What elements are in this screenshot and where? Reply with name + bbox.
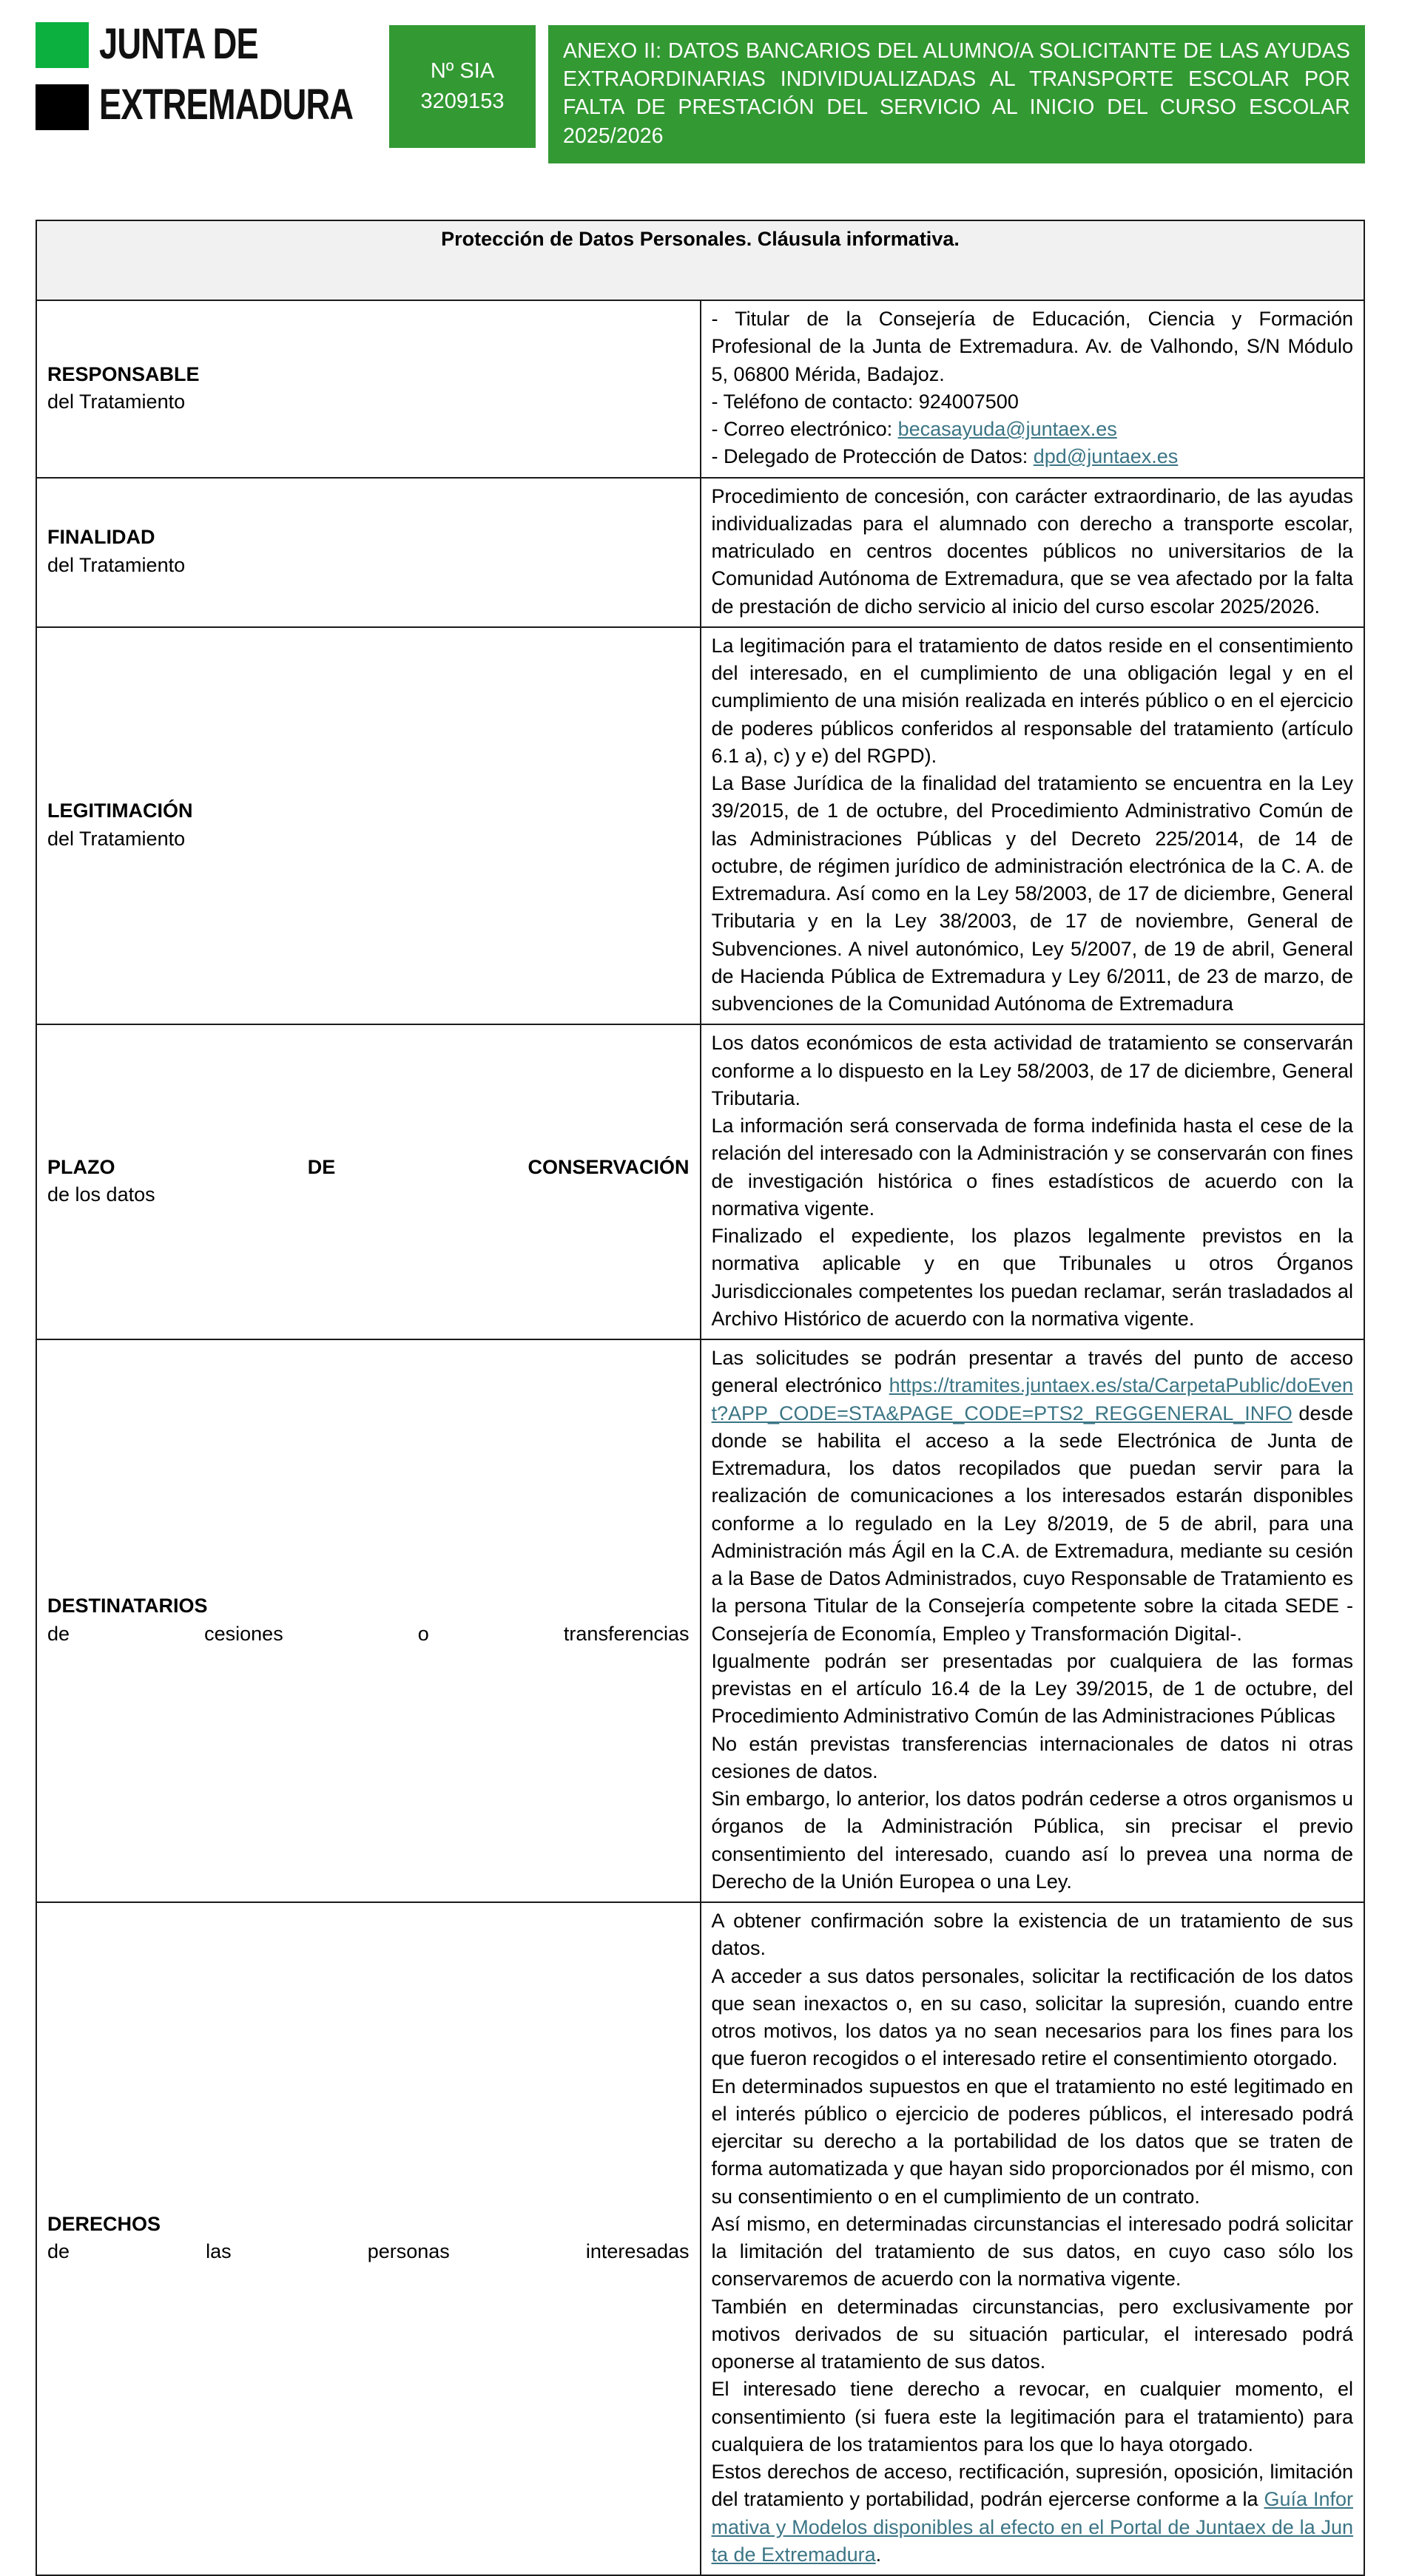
- paragraph: Los datos económicos de esta actividad de tratamiento se conservarán conforme a lo dispuesto en la Ley 58/2003, de 17 de diciembre, General Tributaria.: [711, 1032, 1353, 1109]
- row-content-destinatarios: [701, 1339, 1365, 1902]
- email-prefix: - Correo electrónico:: [711, 418, 898, 440]
- row-label-responsable: [36, 300, 701, 478]
- paragraph: - Titular de la Consejería de Educación, Ciencia y Formación Profesional de la Junta de Extremadura. Av. de Valhondo, S/N Módulo 5, 06800 Mérida, Badajoz.: [711, 308, 1353, 385]
- guia-informativa-link[interactable]: Guía Informativa y Modelos disponibles al efecto en el Portal de Juntaex de la Junta de Extremadura: [711, 2488, 1353, 2566]
- table-row: [36, 300, 1364, 478]
- row-content-legitimacion: [701, 627, 1365, 1025]
- row-content-plazo-conservacion: [701, 1024, 1365, 1339]
- row-label-sub: del Tratamiento: [47, 553, 186, 576]
- link-outro-text: desde donde se habilita el acceso a la sede Electrónica de Junta de Extremadura, los datos recopilados que puedan servir para la realización de comunicaciones a los interesados estarán disponibles conforme a lo regulado en la Ley 8/2019, de 5 de abril, para una Administración más Ágil en la C.A. de Extremadura, mediante su cesión a la Base de Datos Administrados, cuyo Responsable de Tratamiento es la persona Titular de la Consejería competente sobre la citada SEDE -Consejería de Economía, Empleo y Transformación Digital-.: [711, 1402, 1353, 1645]
- row-label-sub: de las personas interesadas: [47, 2240, 690, 2262]
- paragraph: La legitimación para el tratamiento de datos reside en el consentimiento del interesado, en el cumplimiento de una obligación legal y en el cumplimiento de una misión realizada en interés público o en el ejercicio de poderes públicos conferidos al responsable del tratamiento (artículo 6.1 a), c) y e) del RGPD).: [711, 634, 1353, 767]
- paragraph: Sin embargo, lo anterior, los datos podrán cederse a otros organismos u órganos de la Administración Pública, sin precisar el previo consentimiento del interesado, cuando así lo prevea una norma de Derecho de la Unión Europea o una Ley.: [711, 1788, 1353, 1893]
- paragraph: En determinados supuestos en que el tratamiento no esté legitimado en el interés público o ejercicio de poderes públicos, el interesado podrá ejercitar su derecho a la portabilidad de los datos que se traten de forma automatizada y que hayan sido proporcionados por él mismo, con su consentimiento o en el cumplimiento de un contrato.: [711, 2075, 1353, 2208]
- row-content-finalidad: [701, 478, 1365, 627]
- row-label-derechos: [36, 1902, 701, 2575]
- row-label-sub: del Tratamiento: [47, 827, 186, 850]
- sia-label: Nº SIA: [430, 58, 495, 83]
- row-label-sub: de cesiones o transferencias: [47, 1622, 690, 1645]
- logo-black-square-icon: [36, 84, 89, 130]
- paragraph: Finalizado el expediente, los plazos legalmente previstos en la normativa aplicable y en que Tribunales u otros Órganos Jurisdiccionales competentes los puedan reclamar, serán trasladados al Archivo Histórico de acuerdo con la normativa vigente.: [711, 1225, 1353, 1330]
- row-content-derechos: [701, 1902, 1365, 2575]
- sia-number: 3209153: [420, 89, 505, 113]
- paragraph-with-link: [712, 1345, 1354, 1648]
- paragraph: La Base Jurídica de la finalidad del tratamiento se encuentra en la Ley 39/2015, de 1 de octubre, del Procedimiento Administrativo Común de las Administraciones Públicas y del Decreto 225/2014, de 14 de octubre, de régimen jurídico de administración electrónica de la C. A. de Extremadura. Así como en la Ley 58/2003, de 17 de diciembre, General Tributaria y en la Ley 38/2003, de 17 de noviembre, General de Subvenciones. A nivel autonómico, Ley 5/2007, de 19 de abril, General de Hacienda Pública de Extremadura y Ley 6/2011, de 23 de marzo, de subvenciones de la Comunidad Autónoma de Extremadura: [711, 772, 1353, 1015]
- paragraph-with-link: [712, 2458, 1354, 2569]
- logo-line-1: JUNTA DE: [99, 20, 258, 68]
- paragraph: Así mismo, en determinadas circunstancias el interesado podrá solicitar la limitación del tratamiento de sus datos, en cuyo caso sólo los conservaremos de acuerdo con la normativa vigente.: [711, 2212, 1353, 2291]
- row-label-main: DESTINATARIOS: [47, 1595, 208, 1617]
- paragraph: A obtener confirmación sobre la existencia de un tratamiento de sus datos.: [711, 1910, 1353, 1960]
- row-label-destinatarios: [36, 1339, 701, 1902]
- table-row: [36, 478, 1364, 627]
- row-label-sub: de los datos: [47, 1183, 155, 1206]
- link-intro-text: Las solicitudes se podrán presentar a través del punto de acceso general electrónico: [711, 1347, 1353, 1397]
- paragraph: El interesado tiene derecho a revocar, en cualquier momento, el consentimiento (si fuera este la legitimación para el tratamiento) para cualquiera de los tratamientos para los que lo haya otorgado.: [711, 2378, 1353, 2455]
- paragraph: - Teléfono de contacto: 924007500: [711, 390, 1019, 413]
- logo-green-square-icon: [36, 22, 89, 68]
- row-content-responsable: [701, 300, 1365, 478]
- logo-wordmark: [99, 20, 425, 129]
- privacy-clause-table: [36, 220, 1365, 2576]
- document-header: [36, 13, 1365, 182]
- sia-number-box: [389, 25, 536, 148]
- junta-extremadura-logo: [36, 13, 389, 130]
- email-prefix: - Delegado de Protección de Datos:: [711, 445, 1034, 468]
- row-label-legitimacion: [36, 627, 701, 1025]
- table-row: [36, 1339, 1364, 1902]
- row-label-plazo-conservacion: [36, 1024, 701, 1339]
- row-label-main: PLAZO DE CONSERVACIÓN: [47, 1155, 690, 1178]
- logo-line-2: EXTREMADURA: [99, 81, 354, 129]
- row-label-sub: del Tratamiento: [47, 390, 186, 413]
- tramites-url-link[interactable]: https://tramites.juntaex.es/sta/CarpetaPublic/doEvent?APP_CODE=STA&PAGE_CODE=PTS2_REGGENERAL_INFO: [711, 1374, 1353, 1424]
- table-row: [36, 1902, 1364, 2575]
- email-link-becasayuda[interactable]: becasayuda@juntaex.es: [897, 418, 1117, 440]
- table-row: [36, 627, 1364, 1025]
- paragraph: Procedimiento de concesión, con carácter extraordinario, de las ayudas individualizadas para el alumnado con derecho a transporte escolar, matriculado en centros docentes públicos no universitarios de la Comunidad Autónoma de Extremadura, que se vea afectado por la falta de prestación de dicho servicio al inicio del curso escolar 2025/2026.: [711, 484, 1353, 618]
- paragraph: La información será conservada de forma indefinida hasta el cese de la relación del interesado con la Administración y se conservarán con fines de investigación histórica o fines estadísticos de acuerdo con la normativa vigente.: [711, 1115, 1353, 1220]
- paragraph: No están previstas transferencias internacionales de datos ni otras cesiones de datos.: [711, 1732, 1353, 1782]
- final-prefix-text: Estos derechos de acceso, rectificación, supresión, oposición, limitación del tratamiento y portabilidad, podrán ejercerse conforme a la: [711, 2461, 1353, 2511]
- row-label-main: LEGITIMACIÓN: [47, 799, 193, 822]
- paragraph: Igualmente podrán ser presentadas por cualquiera de las formas previstas en el artículo 16.4 de la Ley 39/2015, de 1 de octubre, del Procedimiento Administrativo Común de las Administraciones Públicas: [711, 1649, 1353, 1728]
- row-label-finalidad: [36, 478, 701, 627]
- paragraph: También en determinadas circunstancias, pero exclusivamente por motivos derivados de su situación particular, el interesado podrá oponerse al tratamiento de sus datos.: [711, 2295, 1353, 2373]
- table-title: Protección de Datos Personales. Cláusula informativa.: [36, 220, 1364, 300]
- email-link-dpd[interactable]: dpd@juntaex.es: [1033, 445, 1179, 468]
- table-title-row: [36, 220, 1364, 300]
- email-line-1: [712, 416, 1354, 443]
- row-label-main: DERECHOS: [47, 2212, 161, 2235]
- email-line-2: [712, 443, 1354, 470]
- row-label-main: FINALIDAD: [47, 526, 155, 549]
- paragraph: A acceder a sus datos personales, solicitar la rectificación de los datos que sean inexactos o, en su caso, solicitar la supresión, cuando entre otros motivos, los datos ya no sean necesarios para los fines para los que fueron recogidos o el interesado retire el consentimiento otorgado.: [711, 1964, 1353, 2070]
- row-label-main: RESPONSABLE: [47, 362, 200, 385]
- anexo-title-box: ANEXO II: DATOS BANCARIOS DEL ALUMNO/A SOLICITANTE DE LAS AYUDAS EXTRAORDINARIAS INDIVIDUALIZADAS AL TRANSPORTE ESCOLAR POR FALTA DE PRESTACIÓN DEL SERVICIO AL INICIO DEL CURSO ESCOLAR 2025/2026: [548, 25, 1365, 163]
- final-suffix-text: .: [875, 2543, 882, 2566]
- table-row: [36, 1024, 1364, 1339]
- logo-squares-icon: [36, 19, 89, 130]
